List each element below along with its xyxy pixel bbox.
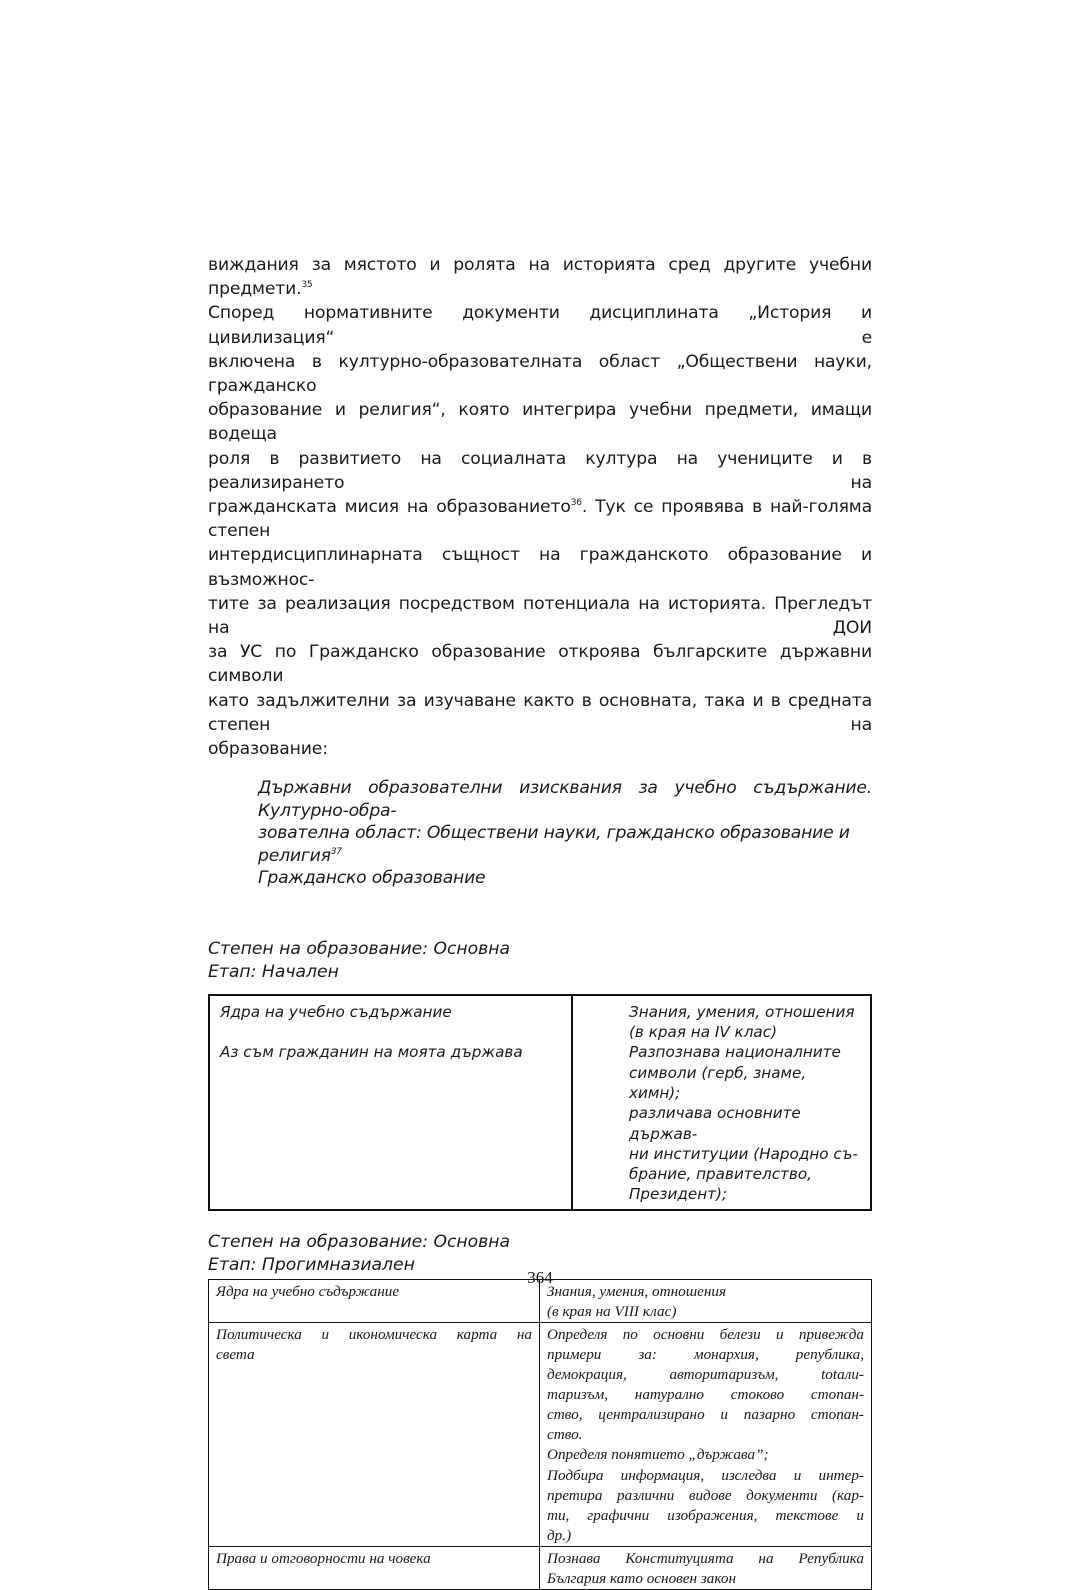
primary-stage-table bbox=[208, 994, 872, 1211]
table-cell bbox=[209, 1546, 540, 1589]
cell-text: Права и отговорности на човека bbox=[216, 1549, 431, 1567]
degree-label: Степен на образование: Основна bbox=[208, 1231, 511, 1252]
cell-text: ство, централизирано и пазарно стопан- bbox=[547, 1406, 864, 1424]
stage-label: Етап: Начален bbox=[208, 961, 339, 982]
text-line: роля в развитието на социалната култура на учениците и в реализирането на bbox=[208, 448, 872, 493]
table-cell bbox=[540, 1546, 872, 1589]
cell-text: ни институции (Народно съ- bbox=[629, 1144, 858, 1163]
text-line: Според нормативните документи дисциплината „История и цивилизация“ е bbox=[208, 303, 872, 348]
cell-text: света bbox=[216, 1346, 255, 1364]
intro-paragraph bbox=[208, 253, 872, 761]
table-row bbox=[209, 1546, 872, 1589]
cell-text: Аз съм гражданин на моята държава bbox=[220, 1043, 523, 1062]
section1-heading bbox=[208, 938, 872, 984]
degree-label: Степен на образование: Основна bbox=[208, 938, 511, 959]
text: . Тук се проявява в най-голяма степен bbox=[208, 497, 872, 542]
cell-text: Определя понятието „държава”; bbox=[547, 1446, 769, 1464]
column-header: Знания, умения, отношения bbox=[629, 1002, 855, 1021]
cell-text: примери за: монархия, република, bbox=[547, 1346, 864, 1364]
table-row bbox=[209, 995, 871, 1210]
cell-text: Познава Конституцията на Република bbox=[547, 1549, 864, 1567]
cell-text: (в края на IV клас) bbox=[629, 1023, 778, 1042]
cell-text: Подбира информация, изследва и интер- bbox=[547, 1466, 864, 1484]
cell-text: претира различни видове документи (кар- bbox=[547, 1486, 864, 1504]
text-line bbox=[208, 495, 872, 543]
cell-text: др.) bbox=[547, 1526, 572, 1544]
text-line bbox=[208, 253, 872, 301]
cell-text: Определя по основни белези и привежда bbox=[547, 1325, 864, 1343]
cell-text: таризъм, натурално стоково стопан- bbox=[547, 1386, 864, 1404]
page-content bbox=[208, 253, 872, 1590]
text-line: включена в културно-образователната област „Обществени науки, гражданско bbox=[208, 351, 872, 397]
quote-line: Гражданско образование bbox=[258, 868, 486, 889]
table-cell bbox=[209, 995, 572, 1210]
cell-text: символи (герб, знаме, химн); bbox=[629, 1063, 807, 1102]
footnote-ref[interactable]: 35 bbox=[301, 280, 313, 291]
text-line: образование: bbox=[208, 739, 328, 760]
block-quote bbox=[258, 777, 872, 890]
cell-text: Разпознава националните bbox=[629, 1043, 841, 1062]
cell-text: брание, правителство, bbox=[629, 1165, 812, 1184]
text-line: образование и религия“, която интегрира учебни предмети, имащи водеща bbox=[208, 400, 872, 445]
cell-text: ти, графични изображения, текстове и bbox=[547, 1506, 864, 1524]
text-line: тите за реализация посредством потенциала на историята. Прегледът на ДОИ bbox=[208, 593, 872, 639]
column-header: Ядра на учебно съдържание bbox=[216, 1282, 400, 1300]
cell-text: Политическа и икономическа карта на bbox=[216, 1325, 532, 1343]
text-line: интердисциплинарната същност на гражданското образование и възможнос- bbox=[208, 545, 872, 590]
table-cell bbox=[540, 1322, 872, 1546]
text-line: като задължителни за изучаване както в основната, така и в средната степен на bbox=[208, 690, 872, 735]
stage-label: Етап: Прогимназиален bbox=[208, 1254, 415, 1275]
table-cell bbox=[572, 995, 871, 1210]
table-row bbox=[209, 1322, 872, 1546]
text-line: за УС по Гражданско образование откроява българските държавни символи bbox=[208, 642, 872, 687]
footnote-ref[interactable]: 36 bbox=[570, 498, 582, 509]
text: гражданската мисия на образованието bbox=[208, 497, 571, 518]
table-cell bbox=[209, 1322, 540, 1546]
column-header: Знания, умения, отношения bbox=[547, 1282, 727, 1300]
footnote-ref[interactable]: 37 bbox=[330, 846, 342, 857]
cell-text: различава основните държав- bbox=[629, 1104, 801, 1143]
column-header: Ядра на учебно съдържание bbox=[220, 1002, 452, 1021]
text: виждания за мястото и ролята на историята сред другите учебни предмети. bbox=[208, 255, 872, 300]
quote-line bbox=[258, 822, 872, 867]
cell-text: България като основен закон bbox=[547, 1570, 737, 1588]
column-header: (в края на VIII клас) bbox=[547, 1302, 677, 1320]
text: зователна област: Обществени науки, гражданско образование и религия bbox=[258, 823, 850, 866]
lower-secondary-table bbox=[208, 1279, 872, 1590]
quote-line: Държавни образователни изисквания за учебно съдържание. Културно-обра- bbox=[258, 778, 872, 821]
cell-text: ство. bbox=[547, 1426, 583, 1444]
cell-text: Президент); bbox=[629, 1185, 728, 1204]
page-number: 364 bbox=[527, 1268, 553, 1287]
cell-text: демокрация, авторитаризъм, totали- bbox=[547, 1366, 864, 1384]
